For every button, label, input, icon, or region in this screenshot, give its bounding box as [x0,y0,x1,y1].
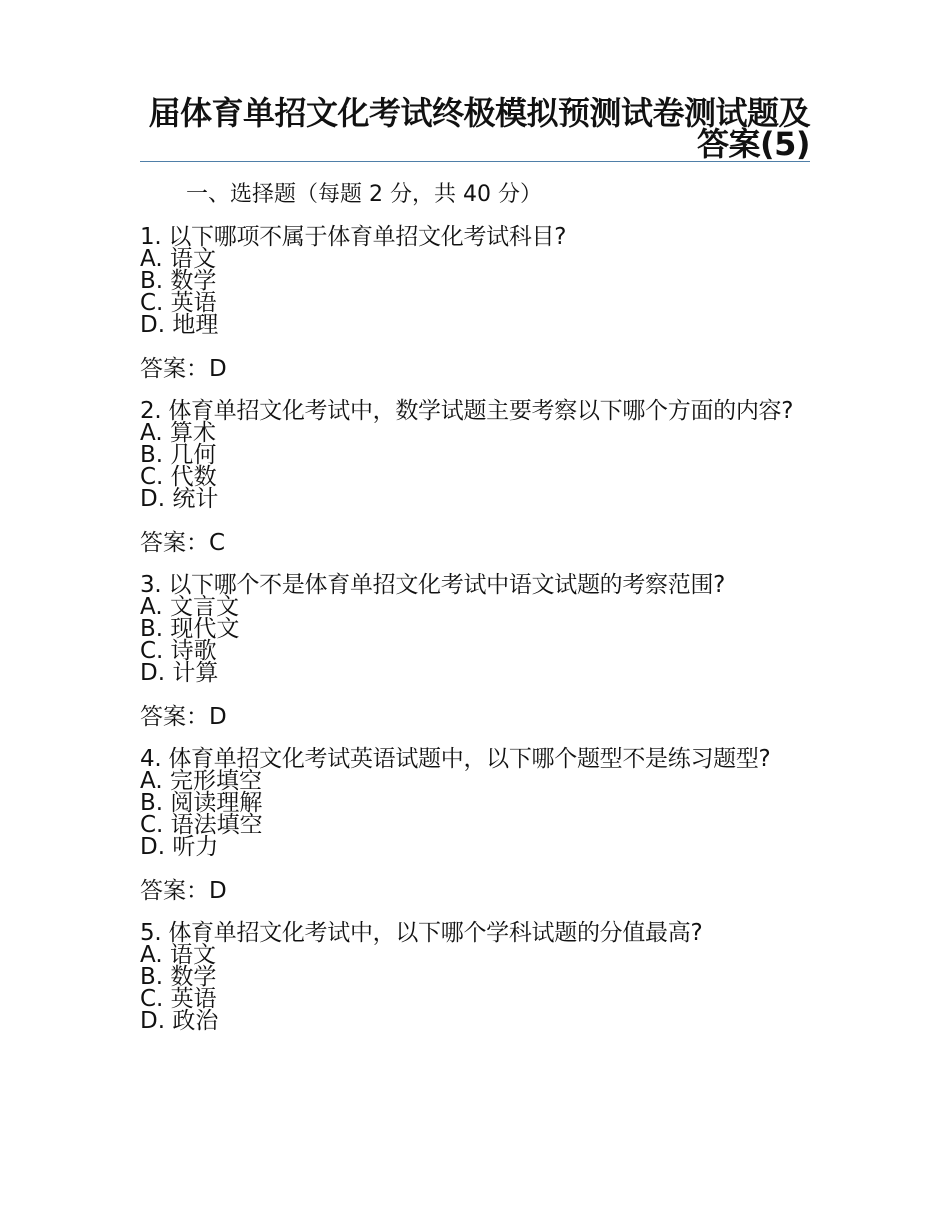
answer-text: 答案：D [140,878,227,904]
option-c: C. 语法填空 [140,812,263,838]
option-list [140,248,810,336]
option-b: B. 几何 [140,442,217,468]
section-heading: 一、选择题（每题 2 分，共 40 分） [186,182,542,207]
option-c: C. 诗歌 [140,638,217,664]
option-b: B. 阅读理解 [140,790,263,816]
option-c: C. 英语 [140,290,217,316]
question-list [140,226,810,1032]
option-a: A. 语文 [140,246,216,272]
option-a: A. 语文 [140,942,216,968]
option-d: D. 计算 [140,660,219,686]
question-stem: 5. 体育单招文化考试中，以下哪个学科试题的分值最高? [140,920,703,946]
question-5 [140,922,810,1032]
question-stem: 4. 体育单招文化考试英语试题中，以下哪个题型不是练习题型? [140,746,771,772]
option-a: A. 算术 [140,420,216,446]
option-c: C. 英语 [140,986,217,1012]
question-2 [140,400,810,557]
option-list [140,422,810,510]
question-stem: 2. 体育单招文化考试中，数学试题主要考察以下哪个方面的内容? [140,398,794,424]
question-stem: 3. 以下哪个不是体育单招文化考试中语文试题的考察范围? [140,572,726,598]
question-3 [140,574,810,731]
option-c: C. 代数 [140,464,217,490]
answer-text: 答案：C [140,530,226,556]
answer-text: 答案：D [140,704,227,730]
option-d: D. 统计 [140,486,219,512]
option-list [140,944,810,1032]
question-stem: 1. 以下哪项不属于体育单招文化考试科目? [140,224,567,250]
option-list [140,770,810,858]
option-b: B. 现代文 [140,616,240,642]
document-title: 届体育单招文化考试终极模拟预测试卷测试题及答案(5) [148,94,810,163]
question-4 [140,748,810,905]
title-underline [140,161,810,162]
answer-text: 答案：D [140,356,227,382]
option-d: D. 地理 [140,312,219,338]
question-1 [140,226,810,383]
option-d: D. 政治 [140,1008,219,1034]
option-a: A. 完形填空 [140,768,262,794]
option-b: B. 数学 [140,964,217,990]
option-list [140,596,810,684]
option-a: A. 文言文 [140,594,239,620]
option-d: D. 听力 [140,834,219,860]
option-b: B. 数学 [140,268,217,294]
